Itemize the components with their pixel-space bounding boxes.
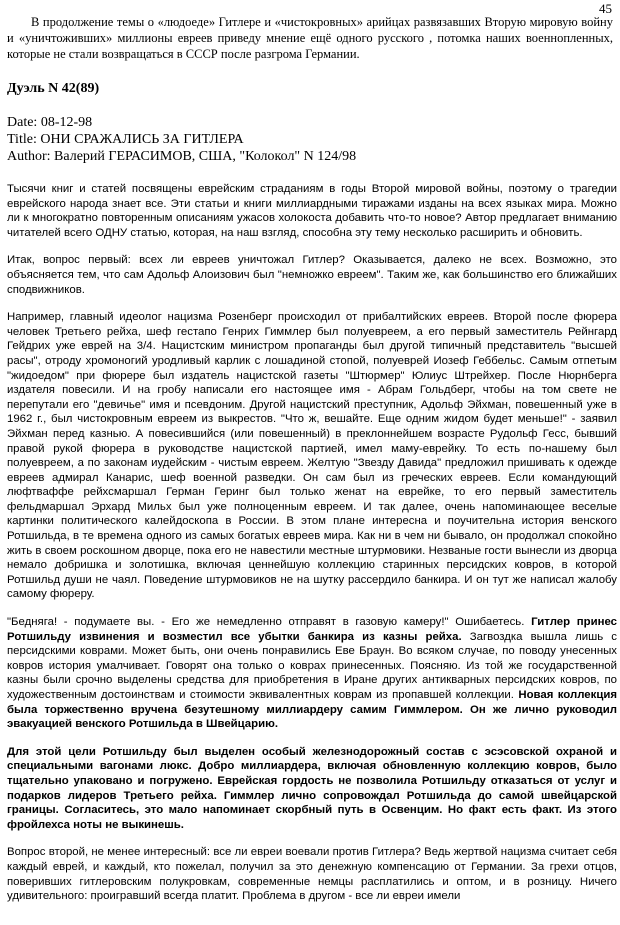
paragraph-4-text-b: Загвоздка вышла лишь с персидскими коврами. Может быть, они очень понравились Еве Браун. Во всяком случае, по поводу унесенных ковров история умалчивает. Говорят она только о коврах принесенных. Поясняю. Из той же государственной казны были срочно выделены средства для приобретения в Иране других антикварных персидских ковров, по художественным достоинствам и стоимости эквивалентных коврам из пропавшей коллекции. [7, 630, 617, 701]
body-paragraph-6: Вопрос второй, не менее интересный: все ли евреи воевали против Гитлера? Ведь жертвой нацизма считает себя каждый еврей, и каждый, кто пожелал, получил за это денежную компенсацию от Германии. За грехи отцов, поверивших гитлеровским полукровкам, современные немцы расплатились и оптом, и в розницу. Ничего удивительного: проигравший всегда платит. Проблема в другом - все ли евреи имели [7, 846, 617, 903]
article-body [7, 182, 617, 917]
body-paragraph-2: Итак, вопрос первый: всех ли евреев уничтожал Гитлер? Оказывается, далеко не всех. Возможно, это объясняется тем, что сам Адольф Алоизович был "немножко евреем". Таким же, как большинство его ближайших сподвижников. [7, 254, 617, 296]
article-author: Author: Валерий ГЕРАСИМОВ, США, "Колокол" N 124/98 [7, 149, 357, 164]
page-number: 45 [599, 1, 612, 16]
article-date: Date: 08-12-98 [7, 115, 93, 130]
article-meta [7, 114, 356, 165]
paragraph-4-bold-a: Гитлер принес Ротшильду извинения и возместил все убытки банкира из казны рейха. [7, 616, 618, 643]
paragraph-4-bold-b: Новая коллекция была торжественно вручена безутешному миллиардеру самим Гиммлером. Он же лично руководил эвакуацией венского Ротшильда в Швейцарию. [7, 689, 617, 731]
body-paragraph-5: Для этой цели Ротшильду был выделен особый железнодорожный состав с эсэсовской охраной и специальными вагонами люкс. Добро миллиардера, включая обновленную коллекцию ковров, было тщательно упаковано и погружено. Еврейская гордость не позволила Ротшильду отказаться от услуг и подарков лидеров Третьего рейха. Гиммлер лично сопровождал Ротшильда до самой швейцарской границы. Согласитесь, это мало напоминает скорбный путь в Освенцим. Но факт есть факт. Из этого фройлехса ноты не выкинешь. [7, 745, 617, 831]
body-paragraph-3: Например, главный идеолог нацизма Розенберг происходил от прибалтийских евреев. Второй после фюрера человек Третьего рейха, шеф гестапо Генрих Гиммлер был полуевреем, а его первый заместитель Рейнгард Гейдрих уже еврей на 3/4. Нацистским министром пропаганды был другой типичный представитель "высшей расы", отроду хромоногий уродливый карлик с лошадиной стопой, полуеврей Иозеф Геббельс. Самым отпетым "жидоедом" при фюрере был издатель нацистской газеты "Штюрмер" Юлиус Штрейхер. После Нюрнберга издателя повесили. И на гробу написали его настоящее имя - Абрам Гольдберг, чтобы на том свете не перепутали его "девичье" имя и псевдоним. Другой нацистский преступник, Адольф Эйхман, повешенный уже в 1962 г., был чистокровным евреем из выкрестов. "Что ж, вешайте. Еще одним жидом будет меньше!" - заявил Эйхман перед казнью. А повесившийся (или повешенный) в преклоннейшем возрасте Рудольф Гесс, бывший правой рукой фюрера в руководстве нацистской партией, имел маму-еврейку. То есть по-нашему был полуевреем, а по законам иудейским - чистым евреем. Желтую "Звезду Давида" предложил пришивать к одежде евреев адмирал Канарис, шеф военной разведки. Он сам был из греческих евреев. Если командующий люфтваффе рейхсмаршал Герман Геринг был только женат на еврейке, то его первый заместитель фельдмаршал Эрхард Мильх был уже полноценным евреем. И так далее, очень напоминающее веселые картинки политического калейдоскопа в России. В этом плане интересна и поучительна история венского Ротшильда, в те времена одного из самых богатых евреев мира. Как ни в чем ни бывало, он продолжал спокойно жить в своем роскошном дворце, пока его не навестили местные штурмовики. Незваные гости вынесли из дворца немало добришка и золотишка, включая ценнейшую коллекцию старинных персидских ковров, в которой Ротшильд души не чаял. Поведение штурмовиков не на шутку рассердило банкира. И он тут же написал жалобу самому фюреру. [7, 311, 617, 601]
body-paragraph-4 [7, 615, 617, 732]
article-heading: Дуэль N 42(89) [7, 81, 100, 96]
intro-paragraph: В продолжение темы о «людоеде» Гитлере и «чистокровных» арийцах развязавших Вторую мировую войну и «уничтоживших» миллионы евреев приведу мнение ещё одного русского , потомка наших военнопленных, которые не стали возвращаться в СССР после разгрома Германии. [7, 15, 613, 61]
body-paragraph-1: Тысячи книг и статей посвящены еврейским страданиям в годы Второй мировой войны, поэтому о трагедии еврейского народа знает все. Эти статьи и книги миллиардными тиражами изданы на всех языках мира. Можно ли к многократно повторенным описаниям ужасов холокоста добавить что-то новое? Автор предлагает вниманию читателей всего ОДНУ статью, которая, на наш взгляд, способна эту тему несколько расширить и обновить. [7, 183, 617, 239]
article-title: Title: ОНИ СРАЖАЛИСЬ ЗА ГИТЛЕРА [7, 132, 244, 147]
paragraph-4-text-a: "Бедняга! - подумаете вы. - Его же немедленно отправят в газовую камеру!" Ошибаетесь. [7, 616, 532, 629]
